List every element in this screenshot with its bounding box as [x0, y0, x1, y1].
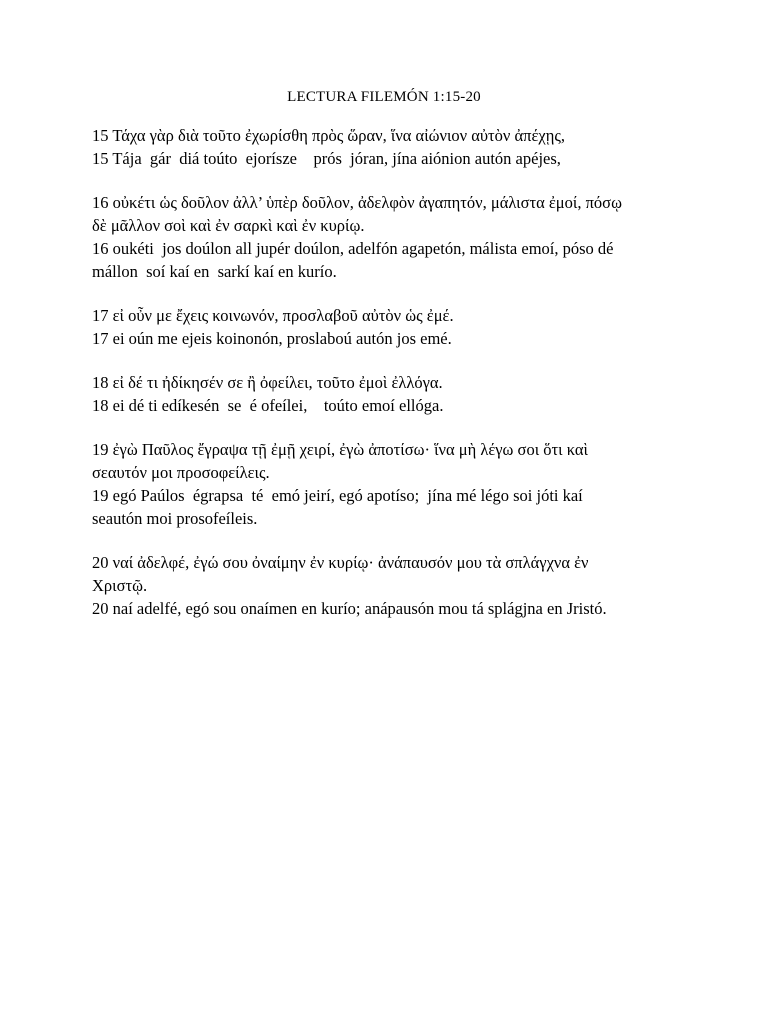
verse-16: [92, 191, 712, 283]
verse-19-greek-line-1: 19 ἐγὼ Παῦλος ἔγραψα τῇ ἐμῇ χειρί, ἐγὼ ἀποτίσω· ἵνα μὴ λέγω σοι ὅτι καὶ: [92, 440, 588, 459]
verse-19: [92, 438, 712, 530]
verse-17-greek-line-1: 17 εἰ οὖν με ἔχεις κοινωνόν, προσλαβοῦ αὐτὸν ὡς ἐμέ.: [92, 306, 454, 325]
verse-19-transliteration-line-1: 19 egó Paúlos égrapsa té emó jeirí, egó apotíso; jína mé légo soi jóti kaí: [92, 486, 583, 505]
document-title: LECTURA FILEMÓN 1:15-20: [287, 89, 481, 105]
verse-16-greek-line-1: 16 οὐκέτι ὡς δοῦλον ἀλλ’ ὑπὲρ δοῦλον, ἀδελφὸν ἀγαπητόν, μάλιστα ἐμοί, πόσῳ: [92, 193, 622, 212]
verse-18-greek-line-1: 18 εἰ δέ τι ἠδίκησέν σε ἢ ὀφείλει, τοῦτο ἐμοὶ ἐλλόγα.: [92, 373, 443, 392]
verse-20-greek-line-1: 20 ναί ἀδελφέ, ἐγώ σου ὀναίμην ἐν κυρίῳ· ἀνάπαυσόν μου τὰ σπλάγχνα ἐν: [92, 553, 589, 572]
verse-20-transliteration-line-1: 20 naí adelfé, egó sou onaímen en kurío; anápausón mou tá splágjna en Jristó.: [92, 599, 607, 618]
verse-15: [92, 124, 712, 170]
verse-15-transliteration-line-1: 15 Tája gár diá toúto ejorísze prós jóran, jína aiónion autón apéjes,: [92, 149, 561, 168]
verse-16-greek-line-2: δὲ μᾶλλον σοὶ καὶ ἐν σαρκὶ καὶ ἐν κυρίῳ.: [92, 216, 365, 235]
verse-17-transliteration-line-1: 17 ei oún me ejeis koinonón, proslaboú autón jos emé.: [92, 329, 452, 348]
verse-19-transliteration-line-2: seautón moi prosofeíleis.: [92, 509, 258, 528]
verse-16-transliteration-line-1: 16 oukéti jos doúlon all jupér doúlon, adelfón agapetón, málista emoí, póso dé: [92, 239, 614, 258]
verse-18: [92, 371, 712, 417]
document-body: [92, 124, 712, 641]
verse-20-greek-line-2: Χριστῷ.: [92, 576, 148, 595]
verse-15-greek-line-1: 15 Τάχα γὰρ διὰ τοῦτο ἐχωρίσθη πρὸς ὥραν, ἵνα αἰώνιον αὐτὸν ἀπέχῃς,: [92, 126, 566, 145]
verse-19-greek-line-2: σεαυτόν μοι προσοφείλεις.: [92, 463, 270, 482]
verse-20: [92, 551, 712, 620]
verse-18-transliteration-line-1: 18 ei dé ti edíkesén se é ofeílei, toúto emoí ellóga.: [92, 396, 444, 415]
verse-17: [92, 304, 712, 350]
verse-16-transliteration-line-2: mállon soí kaí en sarkí kaí en kurío.: [92, 262, 337, 281]
